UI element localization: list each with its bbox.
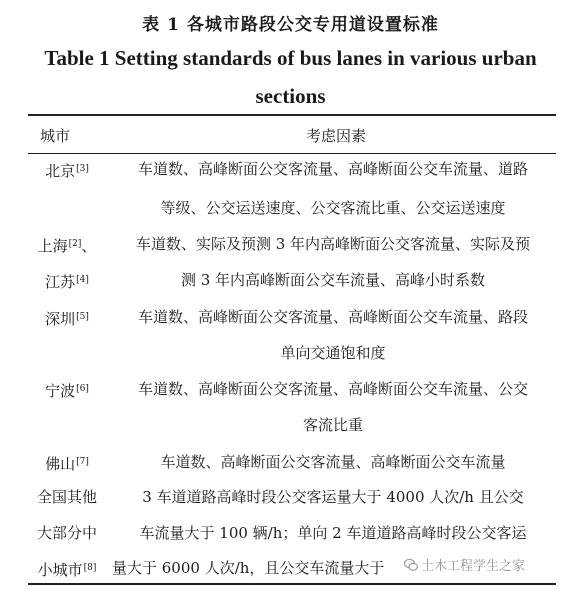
city-cell [28, 526, 106, 541]
reference-mark: [8] [83, 563, 97, 573]
city-name: 宁波 [45, 382, 76, 400]
header-factors: 考虑因素 [306, 127, 367, 145]
city-cell [28, 162, 106, 179]
factor-text-line: 车流量大于 100 辆/h；单向 2 车道道路高峰时段公交客运 [139, 524, 527, 542]
factor-text-line: 客流比重 [302, 416, 363, 434]
factor-text-line: 车道数、高峰断面公交客流量、高峰断面公交车流量、公交 [137, 380, 528, 398]
reference-mark: [3] [76, 164, 89, 174]
city-name: 佛山 [45, 455, 76, 473]
reference-mark: [4] [76, 275, 89, 285]
factor-text-line: 车道数、高峰断面公交客流量、高峰断面公交车流量 [160, 453, 506, 471]
factor-text-line: 等级、公交运送速度、公交客流比重、公交运送速度 [160, 199, 506, 217]
city-name: 北京 [45, 162, 76, 180]
city-cell [28, 561, 106, 578]
watermark-text: 土木工程学生之家 [421, 559, 526, 574]
city-cell [28, 237, 106, 254]
city-cell [28, 273, 106, 290]
city-name: 小城市 [37, 561, 83, 579]
reference-mark: [2] [68, 239, 82, 249]
city-name: 深圳 [45, 310, 76, 328]
city-name: 上海 [37, 237, 68, 255]
table-top-rule [28, 114, 556, 116]
factor-text-line: 测 3 年内高峰断面公交车流量、高峰小时系数 [180, 271, 486, 289]
table-title-english-line-1: Table 1 Setting standards of bus lanes in various urban [44, 46, 537, 70]
city-name: 全国其他 [36, 488, 97, 506]
watermark [404, 555, 525, 574]
table-header-rule [28, 153, 556, 154]
factor-text-line: 3 车道道路高峰时段公交客运量大于 4000 人次/h 且公交 [142, 488, 524, 506]
factor-text-line: 车道数、实际及预测 3 年内高峰断面公交客流量、实际及预 [135, 235, 531, 253]
city-cell [28, 382, 106, 399]
city-cell [28, 490, 106, 505]
city-name: 大部分中 [36, 524, 97, 542]
reference-mark: [7] [76, 457, 89, 467]
city-cell [28, 310, 106, 327]
chat-bubble-icon [404, 558, 418, 572]
factor-text-line: 车道数、高峰断面公交客流量、高峰断面公交车流量、道路 [137, 160, 528, 178]
factor-text-line: 量大于 6000 人次/h，且公交车流量大于 [112, 559, 385, 577]
city-separator: 、 [81, 237, 97, 255]
factor-text-line: 单向交通饱和度 [280, 344, 386, 362]
table-bottom-rule [28, 583, 556, 585]
city-name: 江苏 [45, 273, 76, 291]
factor-text-line: 车道数、高峰断面公交客流量、高峰断面公交车流量、路段 [137, 308, 528, 326]
reference-mark: [5] [76, 312, 89, 322]
table-title-english-line-2: sections [255, 84, 326, 108]
table-title-chinese: 表 1 各城市路段公交专用道设置标准 [142, 15, 439, 35]
reference-mark: [6] [76, 384, 89, 394]
header-city: 城市 [40, 127, 71, 145]
city-cell [28, 455, 106, 472]
